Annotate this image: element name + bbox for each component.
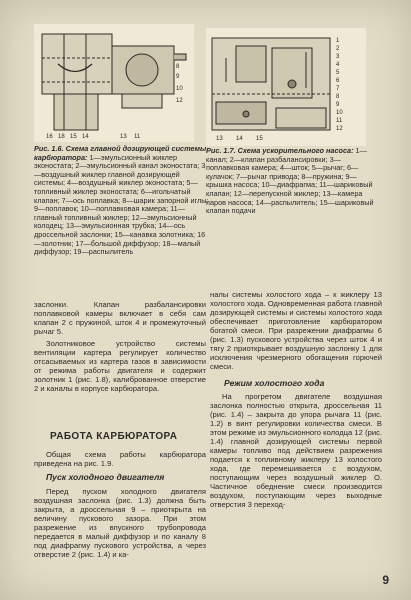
fig2-label: 3 — [336, 54, 340, 60]
fig2-label: 15 — [256, 136, 263, 142]
figure-1-7-caption-title: Рис. 1.7. Схема ускорительного насоса: — [206, 146, 354, 155]
page-number: 9 — [382, 573, 389, 587]
fig1-label: 15 — [70, 134, 77, 140]
fig1-label: 12 — [176, 98, 183, 104]
figure-1-7-drawing — [206, 28, 366, 146]
fig2-label: 2 — [336, 46, 340, 52]
fig2-label: 9 — [336, 102, 340, 108]
fig2-label: 5 — [336, 70, 340, 76]
figure-1-6-drawing — [34, 24, 194, 142]
fig2-label: 6 — [336, 78, 340, 84]
section-title: РАБОТА КАРБЮРАТОРА — [50, 431, 178, 442]
paragraph: налы системы холостого хода – к жиклеру 13 холостого хода. Одновременная работа главной дозирующей системы и системы холостого хода обеспечивает приготовление карбюратором богатой смеси. При разрежении диафрагмы 6 (рис. 1.3) пускового устройства через шток 4 и тягу 2 приоткрывает воздушную заслонку 1 для исключения чрезмерного обогащения горючей смеси. — [210, 290, 382, 371]
subsection-title: Режим холостого хода — [224, 378, 325, 388]
fig1-label: 13 — [120, 134, 127, 140]
figure-1-7-caption — [206, 147, 378, 216]
fig2-label: 14 — [236, 136, 243, 142]
paragraph: заслонки. Клапан разбалансировки поплавковой камеры включает в себя сам клапан 2 с пружиной, шток 4 и промежуточный рычаг 5. — [34, 300, 206, 336]
fig2-label: 4 — [336, 62, 340, 68]
figure-1-6-caption — [34, 145, 211, 257]
fig1-label: 16 — [46, 134, 53, 140]
fig1-label: 10 — [176, 86, 183, 92]
fig2-label: 7 — [336, 86, 340, 92]
fig1-label: 11 — [134, 134, 141, 140]
figure-1-6-caption-body: 1—эмульсионный жиклер эконостата; 2—эмульсионный канал эконостата; 3—воздушный жиклер главной дозирующей системы; 4—воздушный жиклер эконостата; 5—топливный жиклер эконостата; 6—игольчатый клапан; 7—ось поплавка; 8—шарик запорной иглы; 9—поплавок; 10—поплавковая камера; 11—главный топливный жиклер; 12—эмульсионный колодец; 13—эмульсионная трубка; 14—ось дроссельной заслонки; 15—канавка золотника; 16—золотник; 17—большой диффузор; 18—малый диффузор; 19—распылитель — [34, 152, 209, 257]
subsection-title: Пуск холодного двигателя — [46, 472, 165, 482]
paragraph: Общая схема работы карбюратора приведена на рис. 1.9. — [34, 450, 206, 468]
paragraph: Золотниковое устройство системы вентиляции картера регулирует количество отсасываемых из картера газов в зависимости от режима работы двигателя и содержит золотник 1 (рис. 1.8), калиброванное отверстие 2 и каналы в корпусе карбюратора. — [34, 339, 206, 393]
fig2-label: 10 — [336, 110, 343, 116]
figure-1-7-caption-body: 1—канал; 2—клапан разбалансировки; 3—поплавковая камера; 4—шток; 5—рычаг; 6—кулачок; 7—рычаг привода; 8—пружина; 9—крышка насоса; 10—диафрагма; 11—шариковый клапан; 12—перепускной жиклер; 13—камера паров насоса; 14—распылитель; 15—шариковый клапан подачи — [206, 146, 374, 216]
fig1-label: 8 — [176, 64, 180, 70]
paragraph: На прогретом двигателе воздушная заслонка полностью открыта, дроссельная 11 (рис. 1.4) – закрыта до упора рычага 11 (рис. 1.2) в винт регулировки количества смеси. В этом режиме из эмульсионного колодца 12 (рис. 1.4) главной дозирующей системы первой камеры топливо под действием разрежения подается к топливному жиклеру 13 холостого хода, где перемешивается с воздухом, поступающим через воздушный жиклер О. Частичное обеднение смеси производится воздухом, поступающим через выходные отверстия 3 переход- — [210, 392, 382, 509]
fig1-label: 18 — [58, 134, 65, 140]
fig2-label: 11 — [336, 118, 343, 124]
paragraph: Перед пуском холодного двигателя воздушная заслонка (рис. 1.3) должна быть закрыта, а дроссельная 9 – приоткрыта на величину пускового зазора. При этом разрежение из впускного трубопровода передается в малый диффузор и по каналу 8 под диафрагму пускового устройства, а через отверстие 2 (рис. 1.4) и ка- — [34, 487, 206, 559]
fig1-label: 14 — [82, 134, 89, 140]
fig2-label: 13 — [216, 136, 223, 142]
figure-1-7-accelerator-pump — [206, 28, 366, 146]
fig2-label: 8 — [336, 94, 340, 100]
fig2-label: 1 — [336, 38, 340, 44]
fig1-label: 9 — [176, 74, 180, 80]
figure-1-6-caption-title: Рис. 1.6. Схема главной дозирующей системы карбюратора: — [34, 144, 207, 162]
fig2-label: 12 — [336, 126, 343, 132]
figure-1-6-carburetor-dosing-system — [34, 24, 194, 142]
